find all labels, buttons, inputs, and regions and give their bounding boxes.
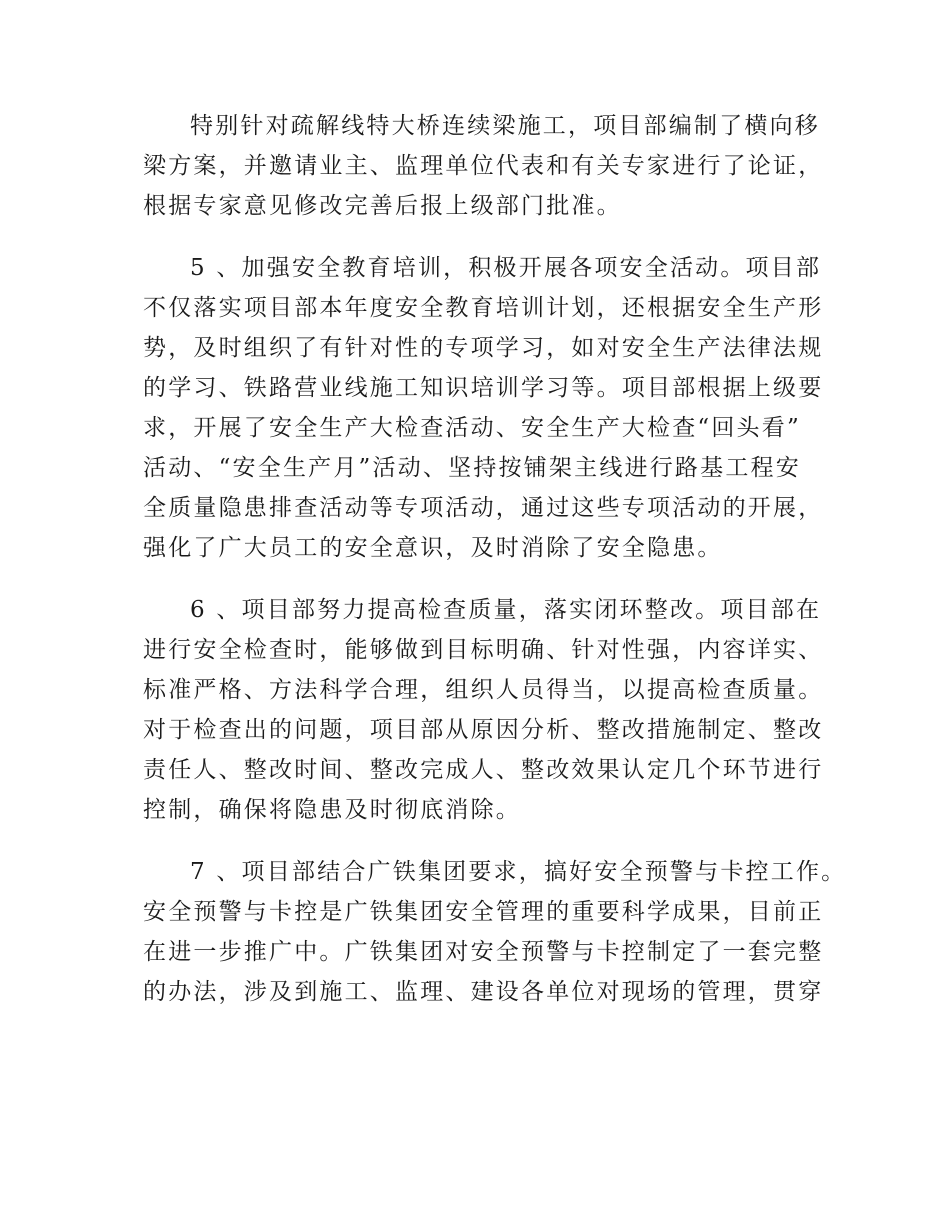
paragraph-item-6 xyxy=(143,590,823,830)
paragraph-bridge-plan xyxy=(143,106,823,226)
paragraph-item-7 xyxy=(143,852,847,1012)
paragraph-line: 标准严格、方法科学合理，组织人员得当，以提高检查质量。 xyxy=(143,677,824,703)
paragraph-line: 责任人、整改时间、整改完成人、整改效果认定几个环节进行 xyxy=(143,757,824,783)
paragraph-line: 对于检查出的问题，项目部从原因分析、整改措施制定、整改 xyxy=(143,717,824,743)
paragraph-line: 在进一步推广中。广铁集团对安全预警与卡控制定了一套完整 xyxy=(143,939,824,965)
paragraph-line: 求，开展了安全生产大检查活动、安全生产大检查“回头看” xyxy=(143,415,801,441)
paragraph-line: 进行安全检查时，能够做到目标明确、针对性强，内容详实、 xyxy=(143,637,824,663)
paragraph-line: 安全预警与卡控是广铁集团安全管理的重要科学成果，目前正 xyxy=(143,899,824,925)
paragraph-line: 特别针对疏解线特大桥连续梁施工，项目部编制了横向移 xyxy=(190,113,820,139)
paragraph-line: 的学习、铁路营业线施工知识培训学习等。项目部根据上级要 xyxy=(143,375,824,401)
paragraph-line: 的办法，涉及到施工、监理、建设各单位对现场的管理，贯穿 xyxy=(143,979,824,1005)
paragraph-line: 6 、项目部努力提高检查质量，落实闭环整改。项目部在 xyxy=(190,597,822,623)
paragraph-line: 5 、加强安全教育培训，积极开展各项安全活动。项目部 xyxy=(190,255,822,281)
paragraph-line: 梁方案，并邀请业主、监理单位代表和有关专家进行了论证， xyxy=(143,153,824,179)
paragraph-line: 活动、“安全生产月”活动、坚持按铺架主线进行路基工程安 xyxy=(143,455,801,481)
paragraph-line: 控制，确保将隐患及时彻底消除。 xyxy=(143,797,521,823)
paragraph-line: 7 、项目部结合广铁集团要求，搞好安全预警与卡控工作。 xyxy=(190,859,847,885)
paragraph-line: 势，及时组织了有针对性的专项学习，如对安全生产法律法规 xyxy=(143,335,824,361)
paragraph-line: 强化了广大员工的安全意识，及时消除了安全隐患。 xyxy=(143,535,723,561)
paragraph-line: 不仅落实项目部本年度安全教育培训计划，还根据安全生产形 xyxy=(143,295,824,321)
paragraph-item-5 xyxy=(143,248,823,568)
paragraph-line: 全质量隐患排查活动等专项活动，通过这些专项活动的开展， xyxy=(143,495,824,521)
document-body xyxy=(143,106,847,1034)
paragraph-line: 根据专家意见修改完善后报上级部门批准。 xyxy=(143,193,622,219)
